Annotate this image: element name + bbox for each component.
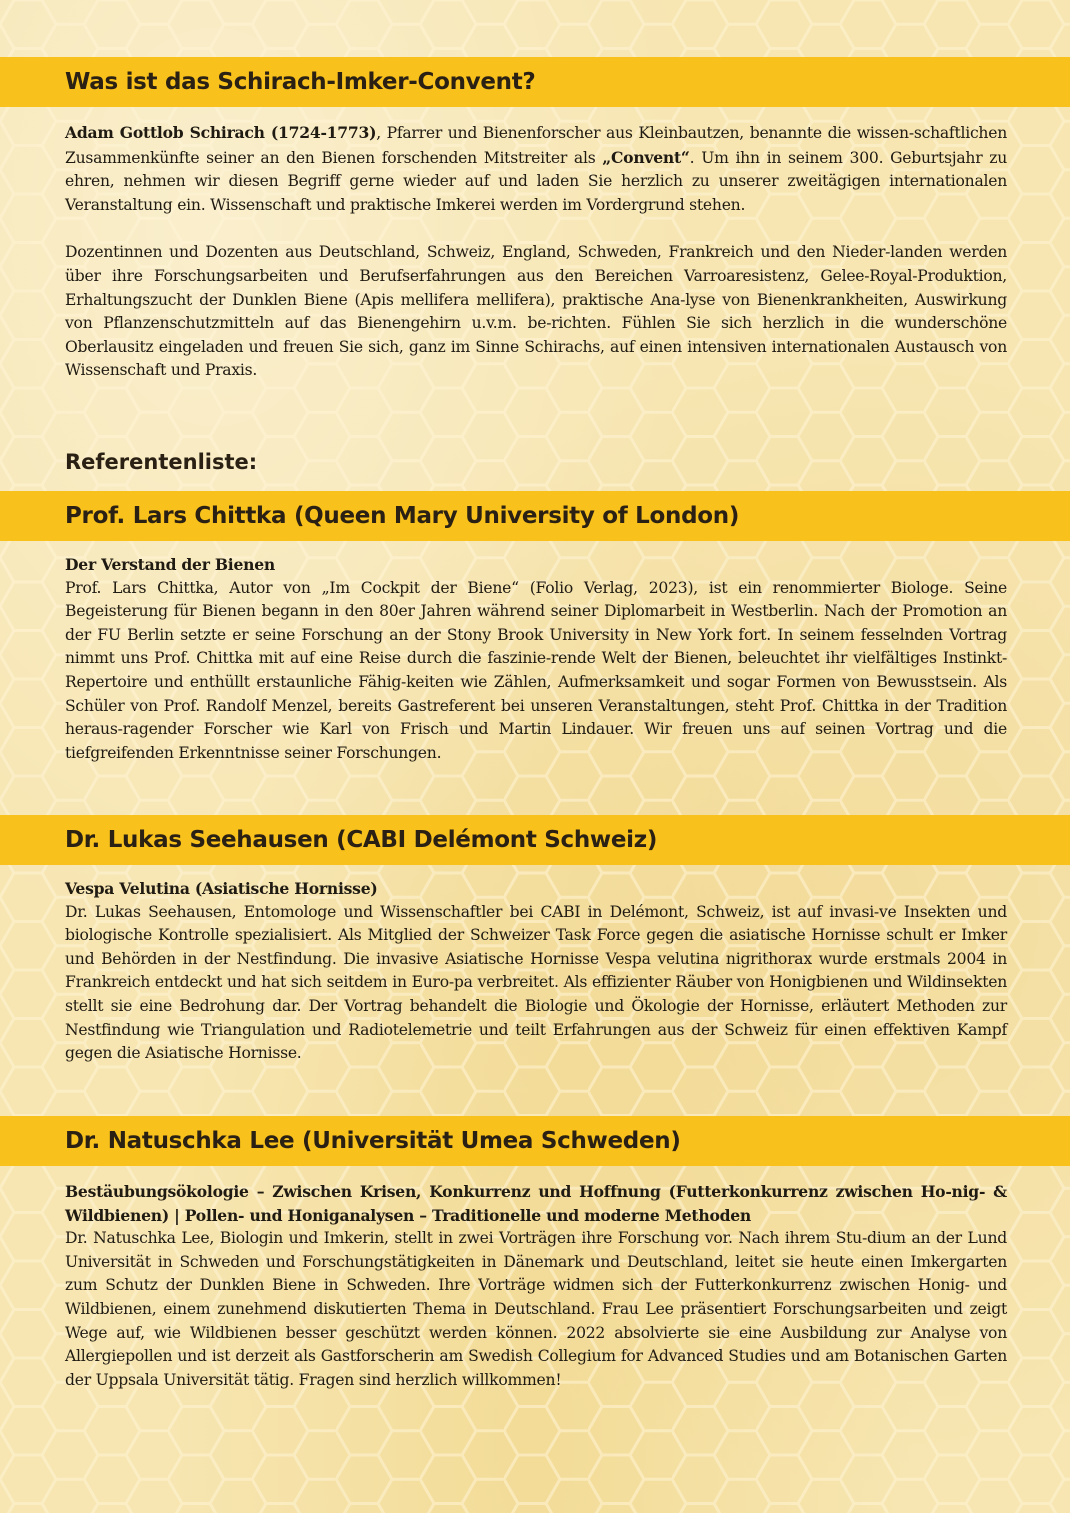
intro-p1-text-2: . Um ihn in seinem 300. Geburtsjahr zu ehren, nehmen wir diesen Begriff gerne wieder auf und laden Sie herzlich zu unserer zweitägigen internationalen Veranstaltung ein. Wissenschaft und praktische Imkerei werden im Vordergrund stehen. — [65, 148, 1007, 214]
speaker-3-name: Dr. Natuschka Lee (Universität Umea Schweden) — [65, 1128, 681, 1154]
speaker-1-talk-title: Der Verstand der Bienen — [65, 555, 275, 574]
convent-term: „Convent“ — [602, 147, 690, 167]
speaker-2-text — [65, 877, 1007, 1066]
intro-paragraph-1 — [65, 121, 1007, 217]
speaker-1-bio: Prof. Lars Chittka, Autor von „Im Cockpit der Biene“ (Folio Verlag, 2023), ist ein renommierter Biologe. Seine Begeisterung für Bienen begann in den 80er Jahren während seiner Diplomarbeit in Westberlin. Nach der Promotion an der FU Berlin setzte er seine Forschung an der Stony Brook University in New York fort. In seinem fesselnden Vortrag nimmt uns Prof. Chittka mit auf eine Reise durch die faszinie-rende Welt der Bienen, beleuchtet ihr vielfältiges Instinkt-Repertoire und enthüllt erstaunliche Fähig-keiten wie Zählen, Aufmerksamkeit und sogar Formen von Bewusstsein. Als Schüler von Prof. Randolf Menzel, bereits Gastreferent bei unseren Veranstaltungen, steht Prof. Chittka in der Tradition heraus-ragender Forscher wie Karl von Frisch und Martin Lindauer. Wir freuen uns auf seinen Vortrag und die tiefgreifenden Erkenntnisse seiner Forschungen. — [65, 578, 1007, 762]
intro-paragraph-2: Dozentinnen und Dozenten aus Deutschland, Schweiz, England, Schweden, Frankreich und den Nieder-landen werden über ihre Forschungsarbeiten und Berufserfahrungen aus den Bereichen Varroaresistenz, Gelee-Royal-Produktion, Erhaltungszucht der Dunklen Biene (Apis mellifera mellifera), praktische Ana-lyse von Bienenkrankheiten, Auswirkung von Pflanzenschutzmitteln auf das Bienengehirn u.v.m. be-richten. Fühlen Sie sich herzlich in die wunderschöne Oberlausitz eingeladen und freuen Sie sich, ganz im Sinne Schirachs, auf einen intensiven internationalen Austausch von Wissenschaft und Praxis. — [65, 243, 1007, 380]
speaker-2-name: Dr. Lukas Seehausen (CABI Delémont Schweiz) — [65, 827, 658, 853]
intro-heading-band — [0, 57, 1070, 107]
intro-text — [65, 121, 1007, 383]
intro-heading: Was ist das Schirach-Imker-Convent? — [65, 69, 536, 95]
intro-p1-text-1: , Pfarrer und Bienenforscher aus Kleinbautzen, benannte die wissen-schaftlichen Zusammenkünfte seiner an den Bienen forschenden Mitstreiter als — [65, 124, 1007, 167]
speaker-3-band — [0, 1116, 1070, 1166]
speaker-1-band — [0, 491, 1070, 541]
schirach-name: Adam Gottlob Schirach (1724-1773) — [65, 123, 377, 142]
speaker-3-text — [65, 1180, 1007, 1392]
speaker-1-name: Prof. Lars Chittka (Queen Mary University of London) — [65, 503, 740, 529]
speaker-2-talk-title: Vespa Velutina (Asiatische Hornisse) — [65, 879, 378, 898]
speaker-3-bio: Dr. Natuschka Lee, Biologin und Imkerin, stellt in zwei Vorträgen ihre Forschung vor. Nach ihrem Stu-dium an der Lund Universität in Schweden und Forschungstätigkeiten in Dänemark und Deutschland, leitet sie heute einen Imkergarten zum Schutz der Dunklen Biene in Schweden. Ihre Vorträge widmen sich der Futterkonkurrenz zwischen Honig- und Wildbienen, einem zunehmend diskutierten Thema in Deutschland. Frau Lee präsentiert Forschungsarbeiten und zeigt Wege auf, wie Wildbienen besser geschützt werden können. 2022 absolvierte sie eine Ausbildung zur Analyse von Allergiepollen und ist derzeit als Gastforscherin am Swedish Collegium for Advanced Studies und am Botanischen Garten der Uppsala Universität tätig. Fragen sind herzlich willkommen! — [65, 1229, 1007, 1389]
speaker-2-band — [0, 815, 1070, 865]
speaker-3-talk-title: Bestäubungsökologie – Zwischen Krisen, Konkurrenz und Hoffnung (Futterkonkurrenz zwischen Ho-nig- & Wildbienen) | Pollen- und Honiganalysen – Traditionelle und moderne Methoden — [65, 1182, 1007, 1225]
speaker-1-text — [65, 553, 1007, 765]
speaker-2-bio: Dr. Lukas Seehausen, Entomologe und Wissenschaftler bei CABI in Delémont, Schweiz, ist auf invasi-ve Insekten und biologische Kontrolle spezialisiert. Als Mitglied der Schweizer Task Force gegen die asiatische Hornisse schult er Imker und Behörden in der Nestfindung. Die invasive Asiatische Hornisse Vespa velutina nigrithorax wurde erstmals 2004 in Frankreich entdeckt und hat sich seitdem in Euro-pa verbreitet. Als effizienter Räuber von Honigbienen und Wildinsekten stellt sie eine Bedrohung dar. Der Vortrag behandelt die Biologie und Ökologie der Hornisse, erläutert Methoden zur Nestfindung wie Triangulation und Radiotelemetrie und teilt Erfahrungen aus der Schweiz für einen effektiven Kampf gegen die Asiatische Hornisse. — [65, 902, 1007, 1063]
referentenliste-heading: Referentenliste: — [65, 450, 258, 474]
